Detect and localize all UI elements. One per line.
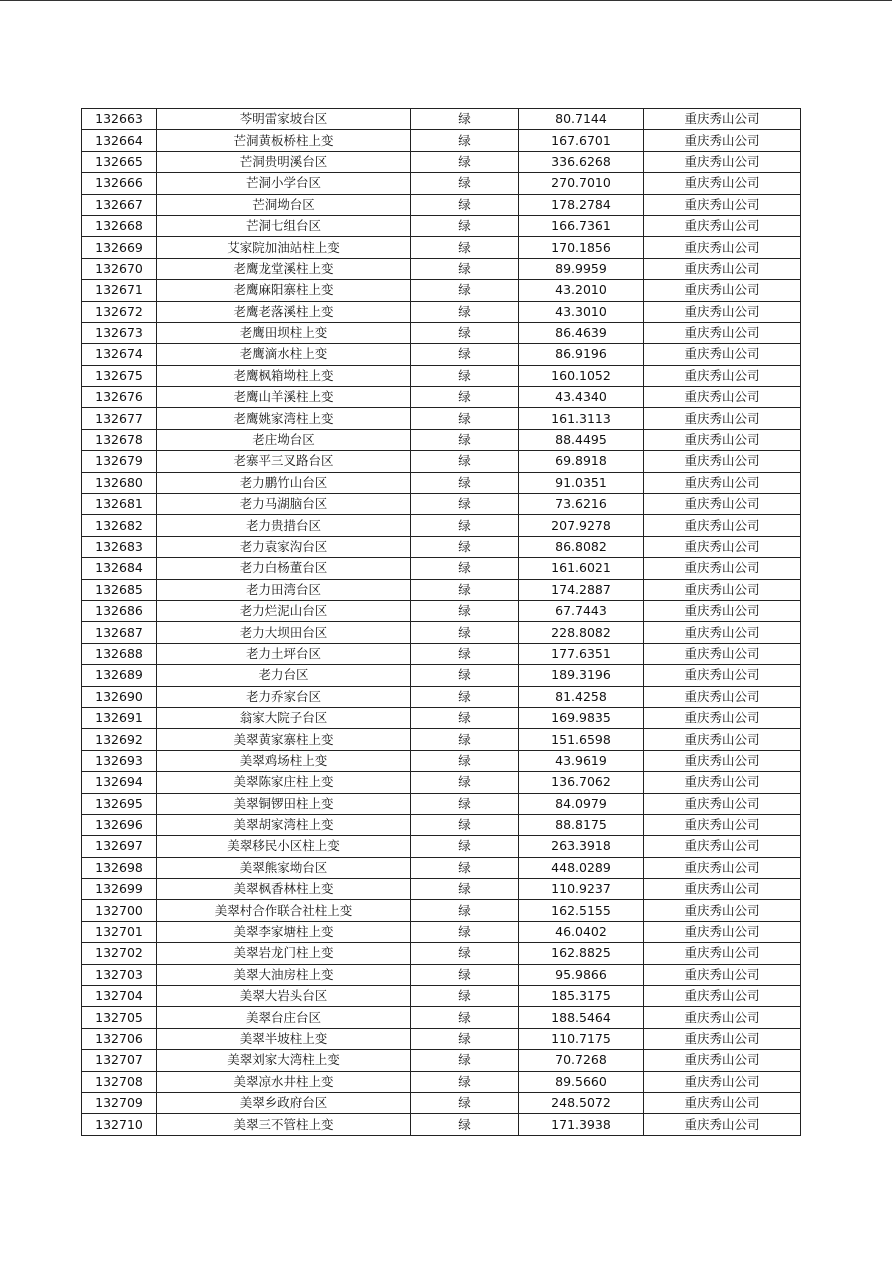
- company-cell: 重庆秀山公司: [644, 1092, 801, 1113]
- table-row: [82, 665, 801, 686]
- company-cell: 重庆秀山公司: [644, 943, 801, 964]
- company-cell: 重庆秀山公司: [644, 515, 801, 536]
- table-row: [82, 964, 801, 985]
- company-cell: 重庆秀山公司: [644, 1007, 801, 1028]
- company-cell: 重庆秀山公司: [644, 451, 801, 472]
- row-id-cell: 132704: [82, 986, 157, 1007]
- value-cell: 160.1052: [519, 365, 644, 386]
- value-cell: 86.4639: [519, 322, 644, 343]
- color-grade-cell: 绿: [411, 301, 519, 322]
- color-grade-cell: 绿: [411, 1007, 519, 1028]
- row-id-cell: 132670: [82, 258, 157, 279]
- value-cell: 270.7010: [519, 173, 644, 194]
- table-row: [82, 109, 801, 130]
- value-cell: 67.7443: [519, 600, 644, 621]
- table-row: [82, 943, 801, 964]
- station-name-cell: 美翠枫香林柱上变: [157, 879, 411, 900]
- row-id-cell: 132681: [82, 494, 157, 515]
- company-cell: 重庆秀山公司: [644, 237, 801, 258]
- color-grade-cell: 绿: [411, 536, 519, 557]
- color-grade-cell: 绿: [411, 686, 519, 707]
- station-name-cell: 老力袁家沟台区: [157, 536, 411, 557]
- row-id-cell: 132690: [82, 686, 157, 707]
- station-name-cell: 老力田湾台区: [157, 579, 411, 600]
- color-grade-cell: 绿: [411, 387, 519, 408]
- row-id-cell: 132686: [82, 600, 157, 621]
- value-cell: 110.7175: [519, 1028, 644, 1049]
- color-grade-cell: 绿: [411, 237, 519, 258]
- value-cell: 170.1856: [519, 237, 644, 258]
- company-cell: 重庆秀山公司: [644, 109, 801, 130]
- station-name-cell: 美翠岩龙门柱上变: [157, 943, 411, 964]
- company-cell: 重庆秀山公司: [644, 472, 801, 493]
- page-top-border: [0, 0, 892, 1]
- company-cell: 重庆秀山公司: [644, 643, 801, 664]
- station-name-cell: 美翠大油房柱上变: [157, 964, 411, 985]
- color-grade-cell: 绿: [411, 429, 519, 450]
- value-cell: 43.2010: [519, 280, 644, 301]
- station-name-cell: 老力白杨董台区: [157, 558, 411, 579]
- company-cell: 重庆秀山公司: [644, 558, 801, 579]
- station-name-cell: 老力鹏竹山台区: [157, 472, 411, 493]
- station-name-cell: 芒洞七组台区: [157, 215, 411, 236]
- color-grade-cell: 绿: [411, 622, 519, 643]
- color-grade-cell: 绿: [411, 344, 519, 365]
- row-id-cell: 132688: [82, 643, 157, 664]
- row-id-cell: 132692: [82, 729, 157, 750]
- value-cell: 161.6021: [519, 558, 644, 579]
- station-name-cell: 老鹰姚家湾柱上变: [157, 408, 411, 429]
- color-grade-cell: 绿: [411, 1071, 519, 1092]
- table-row: [82, 1114, 801, 1135]
- station-name-cell: 艾家院加油站柱上变: [157, 237, 411, 258]
- table-row: [82, 322, 801, 343]
- table-row: [82, 729, 801, 750]
- row-id-cell: 132708: [82, 1071, 157, 1092]
- value-cell: 73.6216: [519, 494, 644, 515]
- table-row: [82, 921, 801, 942]
- table-row: [82, 750, 801, 771]
- company-cell: 重庆秀山公司: [644, 344, 801, 365]
- value-cell: 178.2784: [519, 194, 644, 215]
- station-name-cell: 老力台区: [157, 665, 411, 686]
- company-cell: 重庆秀山公司: [644, 622, 801, 643]
- color-grade-cell: 绿: [411, 1092, 519, 1113]
- station-name-cell: 老力土坪台区: [157, 643, 411, 664]
- color-grade-cell: 绿: [411, 109, 519, 130]
- company-cell: 重庆秀山公司: [644, 750, 801, 771]
- value-cell: 69.8918: [519, 451, 644, 472]
- station-name-cell: 美翠村合作联合社柱上变: [157, 900, 411, 921]
- table-row: [82, 900, 801, 921]
- row-id-cell: 132685: [82, 579, 157, 600]
- company-cell: 重庆秀山公司: [644, 1028, 801, 1049]
- station-name-cell: 翁家大院子台区: [157, 707, 411, 728]
- value-cell: 88.4495: [519, 429, 644, 450]
- value-cell: 162.5155: [519, 900, 644, 921]
- value-cell: 189.3196: [519, 665, 644, 686]
- row-id-cell: 132710: [82, 1114, 157, 1135]
- company-cell: 重庆秀山公司: [644, 665, 801, 686]
- value-cell: 174.2887: [519, 579, 644, 600]
- color-grade-cell: 绿: [411, 515, 519, 536]
- table-row: [82, 429, 801, 450]
- value-cell: 151.6598: [519, 729, 644, 750]
- row-id-cell: 132666: [82, 173, 157, 194]
- station-name-cell: 芒洞贵明溪台区: [157, 151, 411, 172]
- color-grade-cell: 绿: [411, 921, 519, 942]
- value-cell: 177.6351: [519, 643, 644, 664]
- row-id-cell: 132673: [82, 322, 157, 343]
- row-id-cell: 132669: [82, 237, 157, 258]
- company-cell: 重庆秀山公司: [644, 579, 801, 600]
- row-id-cell: 132703: [82, 964, 157, 985]
- station-name-cell: 老力烂泥山台区: [157, 600, 411, 621]
- table-row: [82, 558, 801, 579]
- value-cell: 91.0351: [519, 472, 644, 493]
- table-row: [82, 793, 801, 814]
- station-name-cell: 芒洞坳台区: [157, 194, 411, 215]
- company-cell: 重庆秀山公司: [644, 365, 801, 386]
- table-row: [82, 536, 801, 557]
- row-id-cell: 132707: [82, 1050, 157, 1071]
- color-grade-cell: 绿: [411, 900, 519, 921]
- color-grade-cell: 绿: [411, 600, 519, 621]
- table-row: [82, 365, 801, 386]
- row-id-cell: 132678: [82, 429, 157, 450]
- value-cell: 207.9278: [519, 515, 644, 536]
- company-cell: 重庆秀山公司: [644, 215, 801, 236]
- table-row: [82, 579, 801, 600]
- row-id-cell: 132700: [82, 900, 157, 921]
- row-id-cell: 132701: [82, 921, 157, 942]
- table-row: [82, 194, 801, 215]
- company-cell: 重庆秀山公司: [644, 173, 801, 194]
- row-id-cell: 132694: [82, 772, 157, 793]
- value-cell: 86.9196: [519, 344, 644, 365]
- color-grade-cell: 绿: [411, 836, 519, 857]
- color-grade-cell: 绿: [411, 943, 519, 964]
- company-cell: 重庆秀山公司: [644, 151, 801, 172]
- value-cell: 162.8825: [519, 943, 644, 964]
- table-row: [82, 857, 801, 878]
- color-grade-cell: 绿: [411, 750, 519, 771]
- color-grade-cell: 绿: [411, 729, 519, 750]
- value-cell: 336.6268: [519, 151, 644, 172]
- station-name-cell: 美翠半坡柱上变: [157, 1028, 411, 1049]
- table-row: [82, 879, 801, 900]
- row-id-cell: 132674: [82, 344, 157, 365]
- station-name-cell: 老鹰麻阳寨柱上变: [157, 280, 411, 301]
- row-id-cell: 132667: [82, 194, 157, 215]
- row-id-cell: 132698: [82, 857, 157, 878]
- table-row: [82, 515, 801, 536]
- table-row: [82, 600, 801, 621]
- color-grade-cell: 绿: [411, 451, 519, 472]
- value-cell: 81.4258: [519, 686, 644, 707]
- row-id-cell: 132663: [82, 109, 157, 130]
- station-name-cell: 美翠黄家寨柱上变: [157, 729, 411, 750]
- color-grade-cell: 绿: [411, 707, 519, 728]
- table-row: [82, 986, 801, 1007]
- station-name-cell: 美翠台庄台区: [157, 1007, 411, 1028]
- table-row: [82, 130, 801, 151]
- table-row: [82, 622, 801, 643]
- color-grade-cell: 绿: [411, 1050, 519, 1071]
- company-cell: 重庆秀山公司: [644, 1050, 801, 1071]
- row-id-cell: 132680: [82, 472, 157, 493]
- company-cell: 重庆秀山公司: [644, 793, 801, 814]
- station-name-cell: 芒洞小学台区: [157, 173, 411, 194]
- company-cell: 重庆秀山公司: [644, 429, 801, 450]
- value-cell: 161.3113: [519, 408, 644, 429]
- color-grade-cell: 绿: [411, 322, 519, 343]
- station-name-cell: 老力乔家台区: [157, 686, 411, 707]
- company-cell: 重庆秀山公司: [644, 879, 801, 900]
- table-row: [82, 1092, 801, 1113]
- table-row: [82, 836, 801, 857]
- table-row: [82, 814, 801, 835]
- row-id-cell: 132699: [82, 879, 157, 900]
- color-grade-cell: 绿: [411, 1114, 519, 1135]
- row-id-cell: 132675: [82, 365, 157, 386]
- station-name-cell: 美翠熊家坳台区: [157, 857, 411, 878]
- color-grade-cell: 绿: [411, 665, 519, 686]
- value-cell: 188.5464: [519, 1007, 644, 1028]
- company-cell: 重庆秀山公司: [644, 1114, 801, 1135]
- color-grade-cell: 绿: [411, 258, 519, 279]
- company-cell: 重庆秀山公司: [644, 1071, 801, 1092]
- table-row: [82, 1050, 801, 1071]
- value-cell: 171.3938: [519, 1114, 644, 1135]
- row-id-cell: 132679: [82, 451, 157, 472]
- company-cell: 重庆秀山公司: [644, 408, 801, 429]
- station-name-cell: 老力贵措台区: [157, 515, 411, 536]
- row-id-cell: 132695: [82, 793, 157, 814]
- station-name-cell: 老鹰枫箱坳柱上变: [157, 365, 411, 386]
- station-name-cell: 美翠移民小区柱上变: [157, 836, 411, 857]
- table-row: [82, 1028, 801, 1049]
- station-name-cell: 美翠陈家庄柱上变: [157, 772, 411, 793]
- table-row: [82, 1071, 801, 1092]
- row-id-cell: 132693: [82, 750, 157, 771]
- color-grade-cell: 绿: [411, 857, 519, 878]
- color-grade-cell: 绿: [411, 151, 519, 172]
- station-name-cell: 美翠鸡场柱上变: [157, 750, 411, 771]
- row-id-cell: 132691: [82, 707, 157, 728]
- value-cell: 89.9959: [519, 258, 644, 279]
- station-name-cell: 美翠三不管柱上变: [157, 1114, 411, 1135]
- row-id-cell: 132676: [82, 387, 157, 408]
- row-id-cell: 132672: [82, 301, 157, 322]
- station-name-cell: 美翠凉水井柱上变: [157, 1071, 411, 1092]
- table-row: [82, 686, 801, 707]
- station-name-cell: 老寨平三叉路台区: [157, 451, 411, 472]
- row-id-cell: 132702: [82, 943, 157, 964]
- row-id-cell: 132709: [82, 1092, 157, 1113]
- color-grade-cell: 绿: [411, 130, 519, 151]
- company-cell: 重庆秀山公司: [644, 600, 801, 621]
- row-id-cell: 132689: [82, 665, 157, 686]
- color-grade-cell: 绿: [411, 558, 519, 579]
- value-cell: 84.0979: [519, 793, 644, 814]
- value-cell: 110.9237: [519, 879, 644, 900]
- value-cell: 166.7361: [519, 215, 644, 236]
- table-row: [82, 344, 801, 365]
- value-cell: 95.9866: [519, 964, 644, 985]
- row-id-cell: 132683: [82, 536, 157, 557]
- table-row: [82, 494, 801, 515]
- table-row: [82, 408, 801, 429]
- value-cell: 248.5072: [519, 1092, 644, 1113]
- company-cell: 重庆秀山公司: [644, 814, 801, 835]
- value-cell: 70.7268: [519, 1050, 644, 1071]
- company-cell: 重庆秀山公司: [644, 387, 801, 408]
- company-cell: 重庆秀山公司: [644, 130, 801, 151]
- station-name-cell: 老鹰滴水柱上变: [157, 344, 411, 365]
- station-name-cell: 美翠胡家湾柱上变: [157, 814, 411, 835]
- table-row: [82, 215, 801, 236]
- company-cell: 重庆秀山公司: [644, 686, 801, 707]
- value-cell: 448.0289: [519, 857, 644, 878]
- color-grade-cell: 绿: [411, 643, 519, 664]
- station-name-cell: 芩明雷家坡台区: [157, 109, 411, 130]
- station-name-cell: 美翠铜锣田柱上变: [157, 793, 411, 814]
- table-row: [82, 151, 801, 172]
- row-id-cell: 132705: [82, 1007, 157, 1028]
- station-name-cell: 老力大坝田台区: [157, 622, 411, 643]
- color-grade-cell: 绿: [411, 365, 519, 386]
- company-cell: 重庆秀山公司: [644, 322, 801, 343]
- color-grade-cell: 绿: [411, 173, 519, 194]
- value-cell: 43.4340: [519, 387, 644, 408]
- value-cell: 86.8082: [519, 536, 644, 557]
- company-cell: 重庆秀山公司: [644, 729, 801, 750]
- row-id-cell: 132677: [82, 408, 157, 429]
- row-id-cell: 132696: [82, 814, 157, 835]
- company-cell: 重庆秀山公司: [644, 301, 801, 322]
- company-cell: 重庆秀山公司: [644, 921, 801, 942]
- table-row: [82, 1007, 801, 1028]
- station-name-cell: 美翠刘家大湾柱上变: [157, 1050, 411, 1071]
- row-id-cell: 132668: [82, 215, 157, 236]
- value-cell: 169.9835: [519, 707, 644, 728]
- company-cell: 重庆秀山公司: [644, 964, 801, 985]
- value-cell: 136.7062: [519, 772, 644, 793]
- value-cell: 228.8082: [519, 622, 644, 643]
- company-cell: 重庆秀山公司: [644, 536, 801, 557]
- table-row: [82, 387, 801, 408]
- station-name-cell: 老鹰田坝柱上变: [157, 322, 411, 343]
- table-row: [82, 643, 801, 664]
- row-id-cell: 132684: [82, 558, 157, 579]
- table-body: [82, 109, 801, 1136]
- table-row: [82, 237, 801, 258]
- station-name-cell: 老鹰山羊溪柱上变: [157, 387, 411, 408]
- row-id-cell: 132706: [82, 1028, 157, 1049]
- data-table: [81, 108, 801, 1136]
- table-row: [82, 451, 801, 472]
- table-row: [82, 772, 801, 793]
- row-id-cell: 132697: [82, 836, 157, 857]
- table-row: [82, 707, 801, 728]
- station-name-cell: 美翠李家塘柱上变: [157, 921, 411, 942]
- row-id-cell: 132664: [82, 130, 157, 151]
- value-cell: 185.3175: [519, 986, 644, 1007]
- row-id-cell: 132671: [82, 280, 157, 301]
- row-id-cell: 132682: [82, 515, 157, 536]
- company-cell: 重庆秀山公司: [644, 986, 801, 1007]
- station-name-cell: 老鹰龙堂溪柱上变: [157, 258, 411, 279]
- table-row: [82, 472, 801, 493]
- row-id-cell: 132665: [82, 151, 157, 172]
- company-cell: 重庆秀山公司: [644, 857, 801, 878]
- table-row: [82, 280, 801, 301]
- table-row: [82, 173, 801, 194]
- station-name-cell: 美翠乡政府台区: [157, 1092, 411, 1113]
- color-grade-cell: 绿: [411, 879, 519, 900]
- company-cell: 重庆秀山公司: [644, 494, 801, 515]
- color-grade-cell: 绿: [411, 280, 519, 301]
- company-cell: 重庆秀山公司: [644, 194, 801, 215]
- color-grade-cell: 绿: [411, 772, 519, 793]
- station-name-cell: 老力马湖脑台区: [157, 494, 411, 515]
- station-name-cell: 老庄坳台区: [157, 429, 411, 450]
- color-grade-cell: 绿: [411, 579, 519, 600]
- color-grade-cell: 绿: [411, 964, 519, 985]
- company-cell: 重庆秀山公司: [644, 772, 801, 793]
- company-cell: 重庆秀山公司: [644, 258, 801, 279]
- value-cell: 43.9619: [519, 750, 644, 771]
- color-grade-cell: 绿: [411, 408, 519, 429]
- company-cell: 重庆秀山公司: [644, 280, 801, 301]
- color-grade-cell: 绿: [411, 194, 519, 215]
- color-grade-cell: 绿: [411, 472, 519, 493]
- value-cell: 46.0402: [519, 921, 644, 942]
- table-row: [82, 258, 801, 279]
- value-cell: 167.6701: [519, 130, 644, 151]
- company-cell: 重庆秀山公司: [644, 900, 801, 921]
- color-grade-cell: 绿: [411, 814, 519, 835]
- value-cell: 89.5660: [519, 1071, 644, 1092]
- color-grade-cell: 绿: [411, 1028, 519, 1049]
- color-grade-cell: 绿: [411, 793, 519, 814]
- value-cell: 88.8175: [519, 814, 644, 835]
- color-grade-cell: 绿: [411, 215, 519, 236]
- station-name-cell: 芒洞黄板桥柱上变: [157, 130, 411, 151]
- value-cell: 80.7144: [519, 109, 644, 130]
- table-row: [82, 301, 801, 322]
- company-cell: 重庆秀山公司: [644, 707, 801, 728]
- row-id-cell: 132687: [82, 622, 157, 643]
- color-grade-cell: 绿: [411, 494, 519, 515]
- value-cell: 263.3918: [519, 836, 644, 857]
- station-name-cell: 老鹰老落溪柱上变: [157, 301, 411, 322]
- station-name-cell: 美翠大岩头台区: [157, 986, 411, 1007]
- color-grade-cell: 绿: [411, 986, 519, 1007]
- company-cell: 重庆秀山公司: [644, 836, 801, 857]
- value-cell: 43.3010: [519, 301, 644, 322]
